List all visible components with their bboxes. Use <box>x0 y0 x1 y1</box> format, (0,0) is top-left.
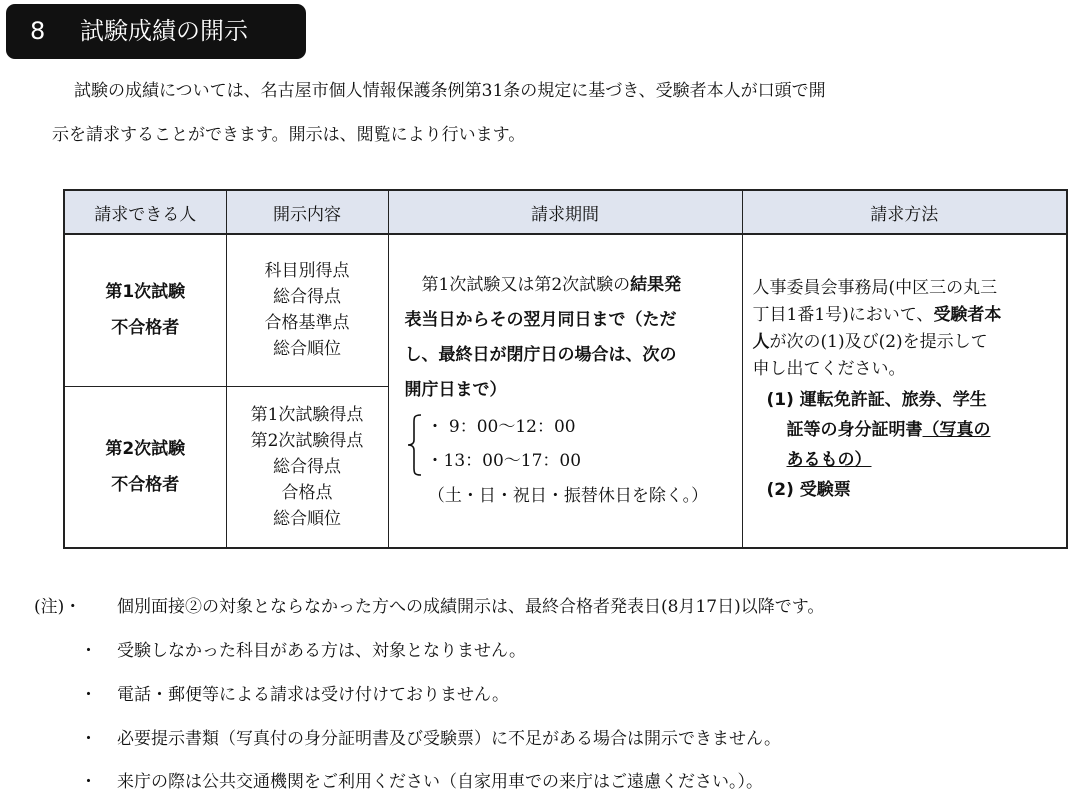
time-slot-morning: ・ 9：00～12：00 <box>426 417 576 437</box>
row1-who-line: 第1次試験 <box>105 282 186 303</box>
period-bold: し、最終日が閉庁日の場合は、次の <box>404 345 677 365</box>
bullet-icon: ・ <box>80 641 97 661</box>
method-underlined: あるもの） <box>786 450 872 470</box>
method-cell <box>742 234 1067 548</box>
list-item <box>34 592 81 617</box>
header-content: 開示内容 <box>226 190 388 234</box>
row2-who <box>64 386 226 548</box>
content-item: 第1次試験得点 <box>250 404 364 425</box>
intro-line-1: 試験の成績については、名古屋市個人情報保護条例第31条の規定に基づき、受験者本人が口頭で開 <box>74 81 826 101</box>
period-bold: 結果発 <box>630 275 682 295</box>
method-line: 申し出てください。 <box>752 359 906 379</box>
period-times <box>405 410 732 478</box>
row1-content <box>226 234 388 386</box>
table-header-row <box>64 190 1067 234</box>
note-text: 来庁の際は公共交通機関をご利用ください（自家用車での来庁はご遠慮ください。）。 <box>117 772 763 792</box>
period-bold: 開庁日まで） <box>404 380 507 400</box>
method-underlined: （写真の <box>922 420 991 440</box>
content-item: 合格基準点 <box>264 313 350 334</box>
content-item: 総合得点 <box>273 287 341 308</box>
header-method: 請求方法 <box>742 190 1067 234</box>
content-item: 第2次試験得点 <box>250 430 364 451</box>
row2-who-line: 第2次試験 <box>105 438 186 459</box>
method-text: 証等の身分証明書 <box>786 420 923 440</box>
content-item: 総合得点 <box>273 456 341 477</box>
bullet-icon: ・ <box>80 729 97 749</box>
method-line <box>753 329 1059 356</box>
row1-who <box>64 234 226 386</box>
period-lead: 第1次試験又は第2次試験の <box>421 275 631 295</box>
row2-who-line: 不合格者 <box>111 474 180 495</box>
content-item: 合格点 <box>281 482 333 503</box>
note-text: 個別面接②の対象とならなかった方への成績開示は、最終合格者発表日(8月17日)以降です。 <box>117 597 825 617</box>
period-bold: 表当日からその翌月同日まで（ただ <box>404 310 677 330</box>
bullet-icon: ・ <box>80 772 97 792</box>
method-text: が次の(1)及び(2)を提示して <box>769 332 988 352</box>
method-items <box>753 385 1059 505</box>
intro-line-2: 示を請求することができます。開示は、閲覧により行います。 <box>52 125 526 145</box>
section-number: 8 <box>30 17 46 45</box>
content-item: 総合順位 <box>273 508 341 529</box>
method-item-1: (1) 運転免許証、旅券、学生 <box>766 390 987 410</box>
closed-days-note: （土・日・祝日・振替休日を除く。） <box>427 486 709 506</box>
note-text: 受験しなかった科目がある方は、対象となりません。 <box>117 641 527 661</box>
section-title: 試験成績の開示 <box>80 17 248 45</box>
notes-prefix: (注)・ <box>34 597 82 617</box>
method-item-1-cont <box>753 415 1059 445</box>
header-who: 請求できる人 <box>64 190 226 234</box>
disclosure-table <box>63 189 1068 549</box>
note-text: 電話・郵便等による請求は受け付けておりません。 <box>117 685 510 705</box>
section-heading <box>6 4 306 59</box>
row2-content <box>226 386 388 548</box>
note-text: 必要提示書類（写真付の身分証明書及び受験票）に不足がある場合は開示できません。 <box>117 729 782 749</box>
method-bold: 受験者本 <box>933 305 1002 325</box>
row1-who-line: 不合格者 <box>111 318 180 339</box>
method-text: 丁目1番1号)において、 <box>752 305 934 325</box>
method-line: 人事委員会事務局(中区三の丸三 <box>752 278 998 298</box>
method-item-1-cont <box>753 445 1059 475</box>
left-brace-icon <box>405 410 427 478</box>
time-slot-afternoon: ・13：00～17：00 <box>426 451 582 471</box>
content-item: 科目別得点 <box>264 261 350 282</box>
period-text <box>405 268 732 408</box>
content-item: 総合順位 <box>273 339 341 360</box>
header-period: 請求期間 <box>388 190 742 234</box>
method-item-2: (2) 受験票 <box>766 480 851 500</box>
bullet-icon: ・ <box>80 685 97 705</box>
method-line <box>753 302 1059 329</box>
method-bold: 人 <box>752 332 770 352</box>
period-cell <box>388 234 742 548</box>
table-row <box>64 234 1067 386</box>
